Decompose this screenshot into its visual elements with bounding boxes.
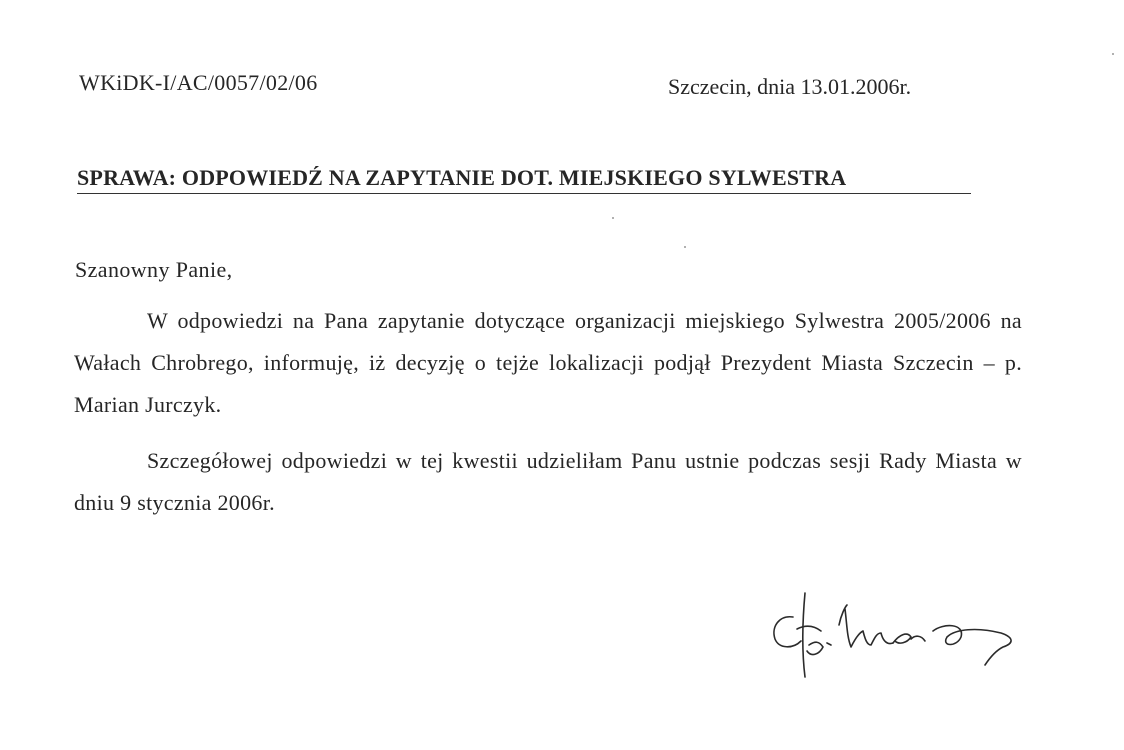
body-paragraph-1: W odpowiedzi na Pana zapytanie dotyczące organizacji miejskiego Sylwestra 2005/2006 na Wałach Chrobrego, informuję, iż decyzję o tejże lokalizacji podjął Prezydent Miasta Szczecin – p. Marian Jurczyk. [74,308,1022,417]
scan-speck [612,217,614,219]
subject-underline [77,193,971,194]
scan-speck [684,246,686,248]
reference-number: WKiDK-I/AC/0057/02/06 [79,70,318,95]
salutation: Szanowny Panie, [75,257,233,282]
subject-line: SPRAWA: ODPOWIEDŹ NA ZAPYTANIE DOT. MIEJSKIEGO SYLWESTRA [77,165,847,190]
place-and-date: Szczecin, dnia 13.01.2006r. [668,74,912,99]
body-paragraph-2: Szczegółowej odpowiedzi w tej kwestii udzieliłam Panu ustnie podczas sesji Rady Miasta w dniu 9 stycznia 2006r. [74,448,1022,515]
handwritten-signature [765,585,1035,695]
scan-speck [1112,53,1114,55]
